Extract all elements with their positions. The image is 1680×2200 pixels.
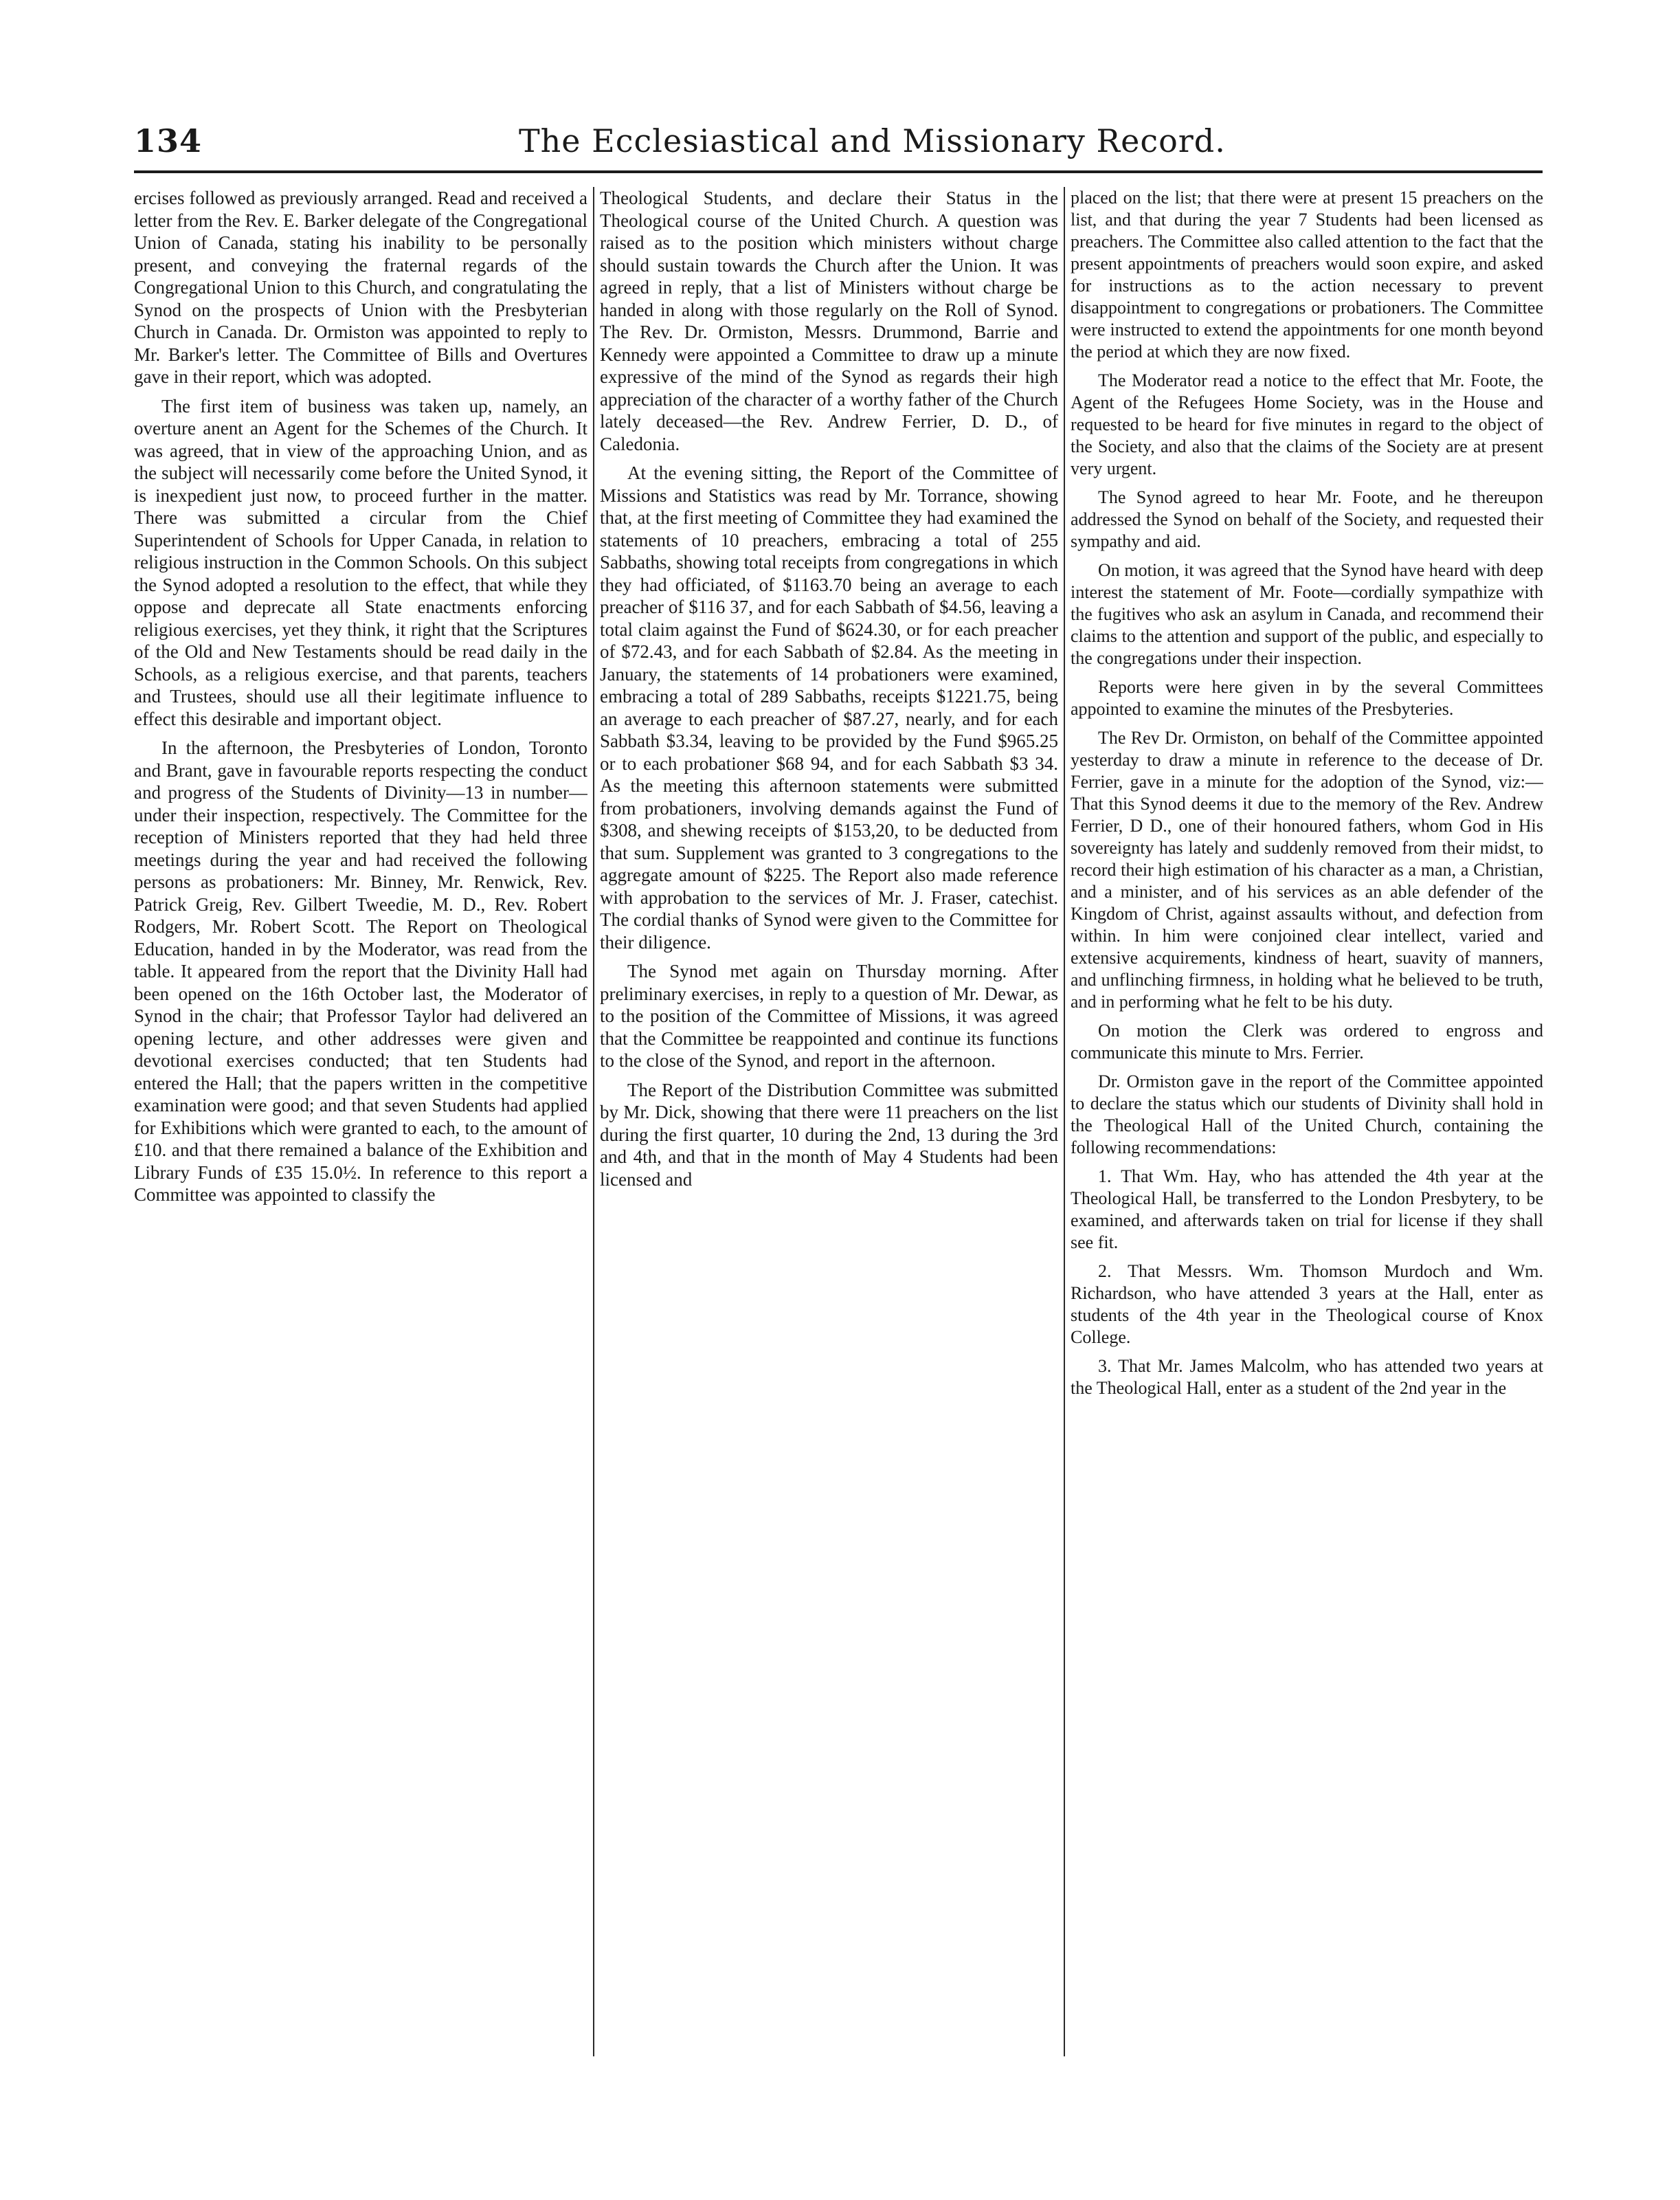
paragraph: At the evening sitting, the Report of the Committee of Missions and Statistics was read by Mr. Torrance, showing that, at the first meeting of Committee they had examined the statements of 10 preachers, embracing a total of 255 Sabbaths, showing total receipts from congregations in which they had officiated, of $1163.70 being an average to each preacher of $116 37, and for each Sabbath of $4.56, leaving a total claim against the Fund of $624.30, or for each preacher of $72.43, and for each Sabbath of $2.84. As the meeting in January, the statements of 14 probationers were examined, embracing a total of 289 Sabbaths, receipts $1221.75, being an average to each preacher of $87.27, nearly, and for each Sabbath $3.34, leaving to be provided by the Fund $965.25 or to each probationer $68 94, and for each Sabbath $3 34. As the meeting this afternoon statements were submitted from probationers, involving demands against the Fund of $308, and shewing receipts of $153,20, to be deducted from that sum. Supplement was granted to 3 congregations to the aggregate amount of $225. The Report also made reference with approbation to the services of Mr. J. Fraser, catechist. The cordial thanks of Synod were given to the Committee for their diligence.	[600, 463, 1058, 953]
paragraph: 3. That Mr. James Malcolm, who has attended two years at the Theological Hall, enter as a student of the 2nd year in the	[1071, 1356, 1543, 1398]
paragraph: In the afternoon, the Presbyteries of London, Toronto and Brant, gave in favourable reports respecting the conduct and progress of the Students of Divinity—13 in number—under their inspection, respectively. The Committee for the reception of Ministers reported that they had held three meetings during the year and had received the following persons as probationers: Mr. Binney, Mr. Renwick, Rev. Patrick Greig, Rev. Gilbert Tweedie, M. D., Rev. Robert Rodgers, Mr. Robert Scott. The Report on Theological Education, handed in by the Moderator, was read from the table. It appeared from the report that the Divinity Hall had been opened on the 16th October last, the Moderator of Synod in the chair; that Professor Taylor had delivered an opening lecture, and other addresses were given and devotional exercises conducted; that ten Students had entered the Hall; that the papers written in the competitive examination were good; and that seven Students had applied for Exhibitions which were granted to each, to the amount of £10. and that there remained a balance of the Exhibition and Library Funds of £35 15.0½. In reference to this report a Committee was appointed to classify the	[134, 737, 587, 1205]
page-number: 134	[134, 122, 203, 159]
paragraph: On motion, it was agreed that the Synod have heard with deep interest the statement of Mr. Foote—cordially sympathize with the fugitives who ask an asylum in Canada, and recommend their claims to the attention and support of the public, and especially to the congregations under their inspection.	[1071, 560, 1543, 668]
paragraph: The Moderator read a notice to the effect that Mr. Foote, the Agent of the Refugees Home Society, was in the House and requested to be heard for five minutes in regard to the object of the Society, and also that the claims of the Society are at present very urgent.	[1071, 370, 1543, 478]
paragraph: 2. That Messrs. Wm. Thomson Murdoch and Wm. Richardson, who have attended 3 years at the Hall, enter as students of the 4th year in the Theological course of Knox College.	[1071, 1261, 1543, 1347]
page-header	[134, 122, 1543, 173]
text-column-1	[134, 187, 587, 2056]
paragraph: 1. That Wm. Hay, who has attended the 4th year at the Theological Hall, be transferred to the London Presbytery, to be examined, and afterwards taken on trial for license if they shall see fit.	[1071, 1166, 1543, 1252]
paragraph: placed on the list; that there were at present 15 preachers on the list, and that during the year 7 Students had been licensed as preachers. The Committee also called attention to the fact that the present appointments of preachers would soon expire, and asked for instructions as to the action necessary to prevent disappointment to congregations or probationers. The Committee were instructed to extend the appointments for one month beyond the period at which they are now fixed.	[1071, 188, 1543, 362]
paragraph: The Synod agreed to hear Mr. Foote, and he thereupon addressed the Synod on behalf of the Society, and requested their sympathy and aid.	[1071, 487, 1543, 551]
paragraph: On motion the Clerk was ordered to engross and communicate this minute to Mrs. Ferrier.	[1071, 1021, 1543, 1063]
paragraph: Reports were here given in by the several Committees appointed to examine the minutes of the Presbyteries.	[1071, 677, 1543, 719]
paragraph: The Report of the Distribution Committee was submitted by Mr. Dick, showing that there were 11 preachers on the list during the first quarter, 10 during the 2nd, 13 during the 3rd and 4th, and that in the month of May 4 Students had been licensed and	[600, 1079, 1058, 1190]
text-column-3	[1071, 187, 1543, 2056]
paragraph: The Rev Dr. Ormiston, on behalf of the Committee appointed yesterday to draw a minute in reference to the decease of Dr. Ferrier, gave in a minute for the adoption of the Synod, viz:—That this Synod deems it due to the memory of the Rev. Andrew Ferrier, D D., one of their honoured fathers, whom God in His sovereignty has lately and suddenly removed from their midst, to record their high estimation of his character as a man, a Christian, and a minister, and of his services as an able defender of the Kingdom of Christ, against assaults without, and defection from within. In him were conjoined clear intellect, varied and extensive acquirements, kindness of heart, suavity of manners, and unflinching firmness, in holding what he believed to be truth, and in performing what he felt to be his duty.	[1071, 728, 1543, 1012]
paragraph: Theological Students, and declare their Status in the Theological course of the United Church. A question was raised as to the position which ministers without charge should sustain towards the Church after the Union. It was agreed in reply, that a list of Ministers without charge be handed in along with those regularly on the Roll of Synod. The Rev. Dr. Ormiston, Messrs. Drummond, Barrie and Kennedy were appointed a Committee to draw up a minute expressive of the mind of the Synod as regards their high appreciation of the character of a worthy father of the Church lately deceased—the Rev. Andrew Ferrier, D. D., of Caledonia.	[600, 188, 1058, 454]
column-divider	[593, 187, 594, 2056]
running-title: The Ecclesiastical and Missionary Record.	[519, 122, 1226, 159]
paragraph: The Synod met again on Thursday morning. After preliminary exercises, in reply to a question of Mr. Dewar, as to the position of the Committee of Missions, it was agreed that the Committee be reappointed and continue its functions to the close of the Synod, and report in the afternoon.	[600, 961, 1058, 1071]
paragraph: The first item of business was taken up, namely, an overture anent an Agent for the Schemes of the Church. It was agreed, that in view of the approaching Union, and as the subject will necessarily come before the United Synod, it is inexpedient just now, to proceed further in the matter. There was submitted a circular from the Chief Superintendent of Schools for Upper Canada, in relation to religious instruction in the Common Schools. On this subject the Synod adopted a resolution to the effect, that while they oppose and deprecate all State enactments enforcing religious exercises, yet they think, it right that the Scriptures of the Old and New Testaments should be read daily in the Schools, as a religious exercise, and that parents, teachers and Trustees, should use all their legitimate influence to effect this desirable and important object.	[134, 395, 587, 729]
text-column-2	[600, 187, 1058, 2056]
column-divider	[1064, 187, 1065, 2056]
paragraph: ercises followed as previously arranged. Read and received a letter from the Rev. E. Barker delegate of the Congregational Union of Canada, stating his inability to be personally present, and conveying the fraternal regards of the Congregational Union to this Church, and congratulating the Synod on the prospects of Union with the Presbyterian Church in Canada. Dr. Ormiston was appointed to reply to Mr. Barker's letter. The Committee of Bills and Overtures gave in their report, which was adopted.	[134, 188, 587, 387]
paragraph: Dr. Ormiston gave in the report of the Committee appointed to declare the status which our students of Divinity shall hold in the Theological Hall of the United Church, containing the following recommendations:	[1071, 1071, 1543, 1157]
